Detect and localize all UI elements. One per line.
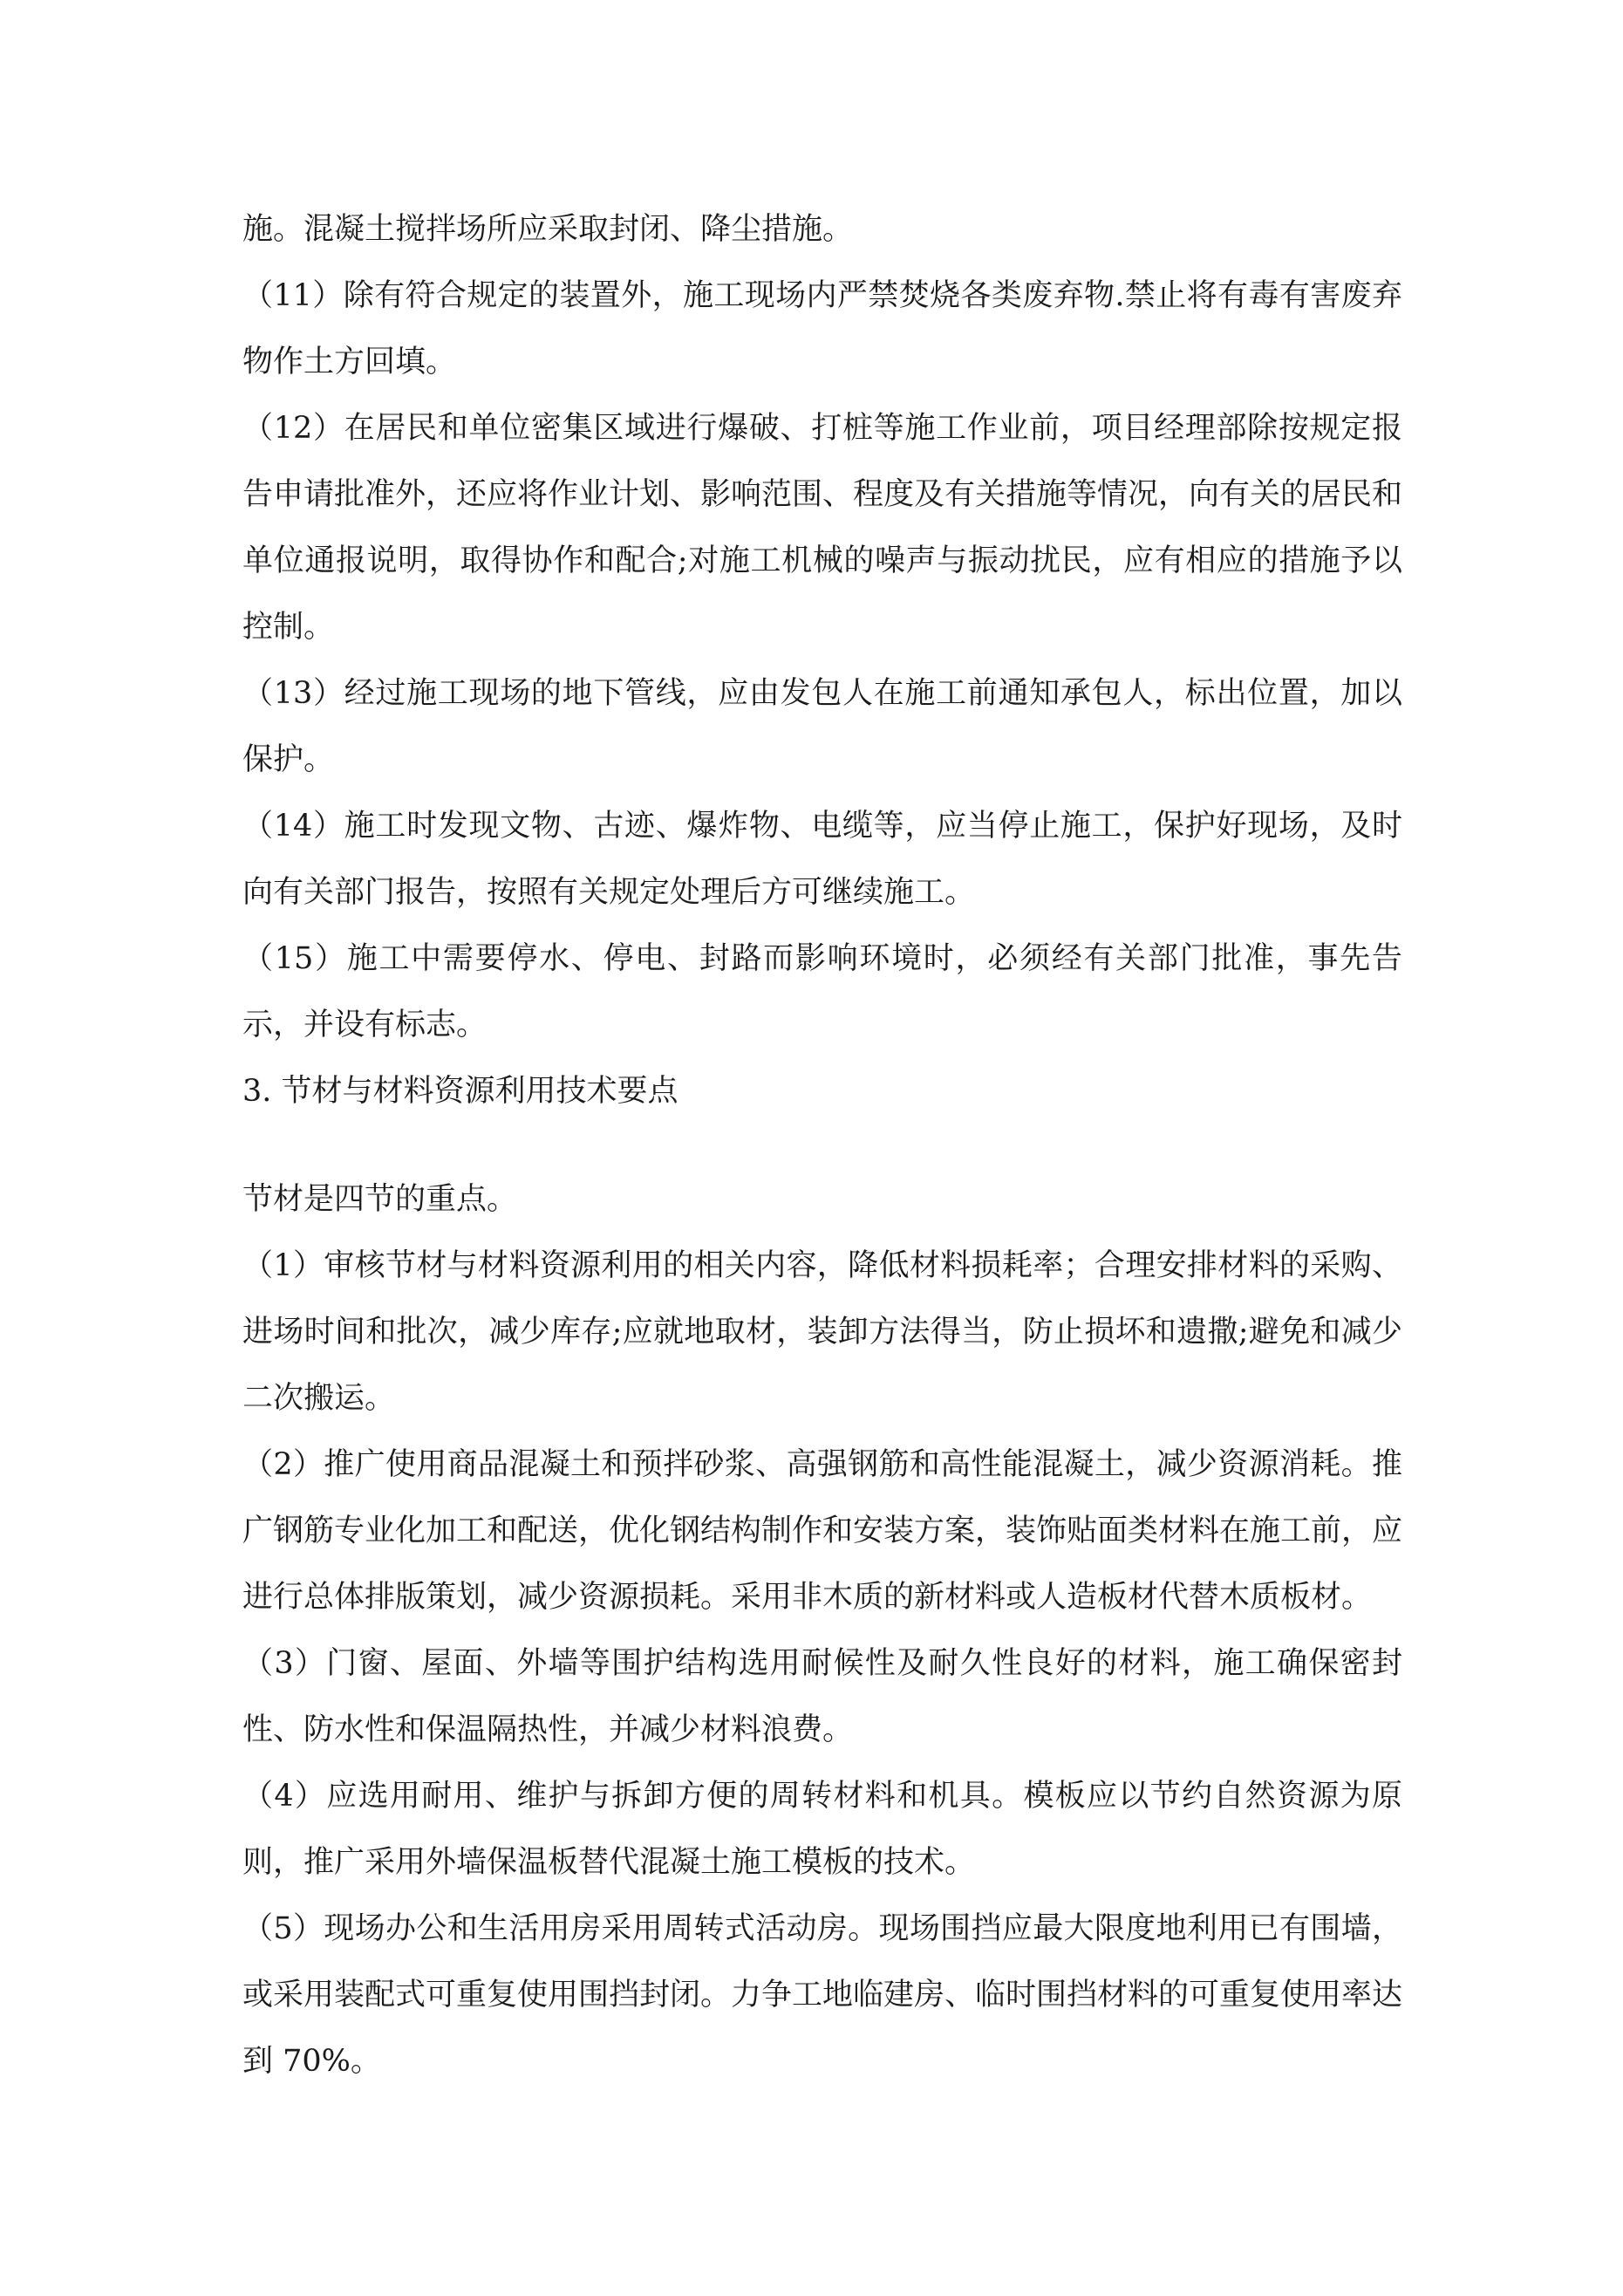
paragraph-item-12: （12）在居民和单位密集区域进行爆破、打桩等施工作业前，项目经理部除按规定报告申请批准外，还应将作业计划、影响范围、程度及有关措施等情况，向有关的居民和单位通报说明，取得协作和配合;对施工机械的噪声与振动扰民，应有相应的措施予以控制。 bbox=[242, 411, 1403, 645]
paragraph-item-15: （15）施工中需要停水、停电、封路而影响环境时，必须经有关部门批准，事先告示，并设有标志。 bbox=[242, 941, 1402, 1042]
paragraph-item-3: （3）门窗、屋面、外墙等围护结构选用耐候性及耐久性良好的材料，施工确保密封性、防水性和保温隔热性，并减少材料浪费。 bbox=[242, 1646, 1402, 1747]
paragraph-item-5: （5）现场办公和生活用房采用周转式活动房。现场围挡应最大限度地利用已有围墙，或采用装配式可重复使用围挡封闭。力争工地临建房、临时围挡材料的可重复使用率达到 70%。 bbox=[242, 1911, 1403, 2079]
section-spacer bbox=[242, 1124, 1402, 1166]
paragraph-item-11: （11）除有符合规定的装置外，施工现场内严禁焚烧各类废弃物.禁止将有毒有害废弃物作土方回填。 bbox=[242, 278, 1402, 379]
paragraph-intro: 节材是四节的重点。 bbox=[242, 1182, 518, 1217]
paragraph-item-13: （13）经过施工现场的地下管线，应由发包人在施工前通知承包人，标出位置，加以保护。 bbox=[242, 676, 1402, 777]
document-body bbox=[242, 196, 1402, 2094]
paragraph-item-14: （14）施工时发现文物、古迹、爆炸物、电缆等，应当停止施工，保护好现场，及时向有关部门报告，按照有关规定处理后方可继续施工。 bbox=[242, 809, 1402, 910]
paragraph-item-1: （1）审核节材与材料资源利用的相关内容，降低材料损耗率；合理安排材料的采购、进场时间和批次，减少库存;应就地取材，装卸方法得当，防止损坏和遗撒;避免和减少二次搬运。 bbox=[242, 1248, 1402, 1416]
paragraph-item-2: （2）推广使用商品混凝土和预拌砂浆、高强钢筋和高性能混凝土，减少资源消耗。推广钢筋专业化加工和配送，优化钢结构制作和安装方案，装饰贴面类材料在施工前，应进行总体排版策划，减少资源损耗。采用非木质的新材料或人造板材代替木质板材。 bbox=[242, 1447, 1403, 1615]
section-heading: 3. 节材与材料资源利用技术要点 bbox=[242, 1074, 679, 1109]
paragraph-continuation: 施。混凝土搅拌场所应采取封闭、降尘措施。 bbox=[242, 212, 854, 247]
paragraph-item-4: （4）应选用耐用、维护与拆卸方便的周转材料和机具。模板应以节约自然资源为原则，推广采用外墙保温板替代混凝土施工模板的技术。 bbox=[242, 1779, 1402, 1880]
